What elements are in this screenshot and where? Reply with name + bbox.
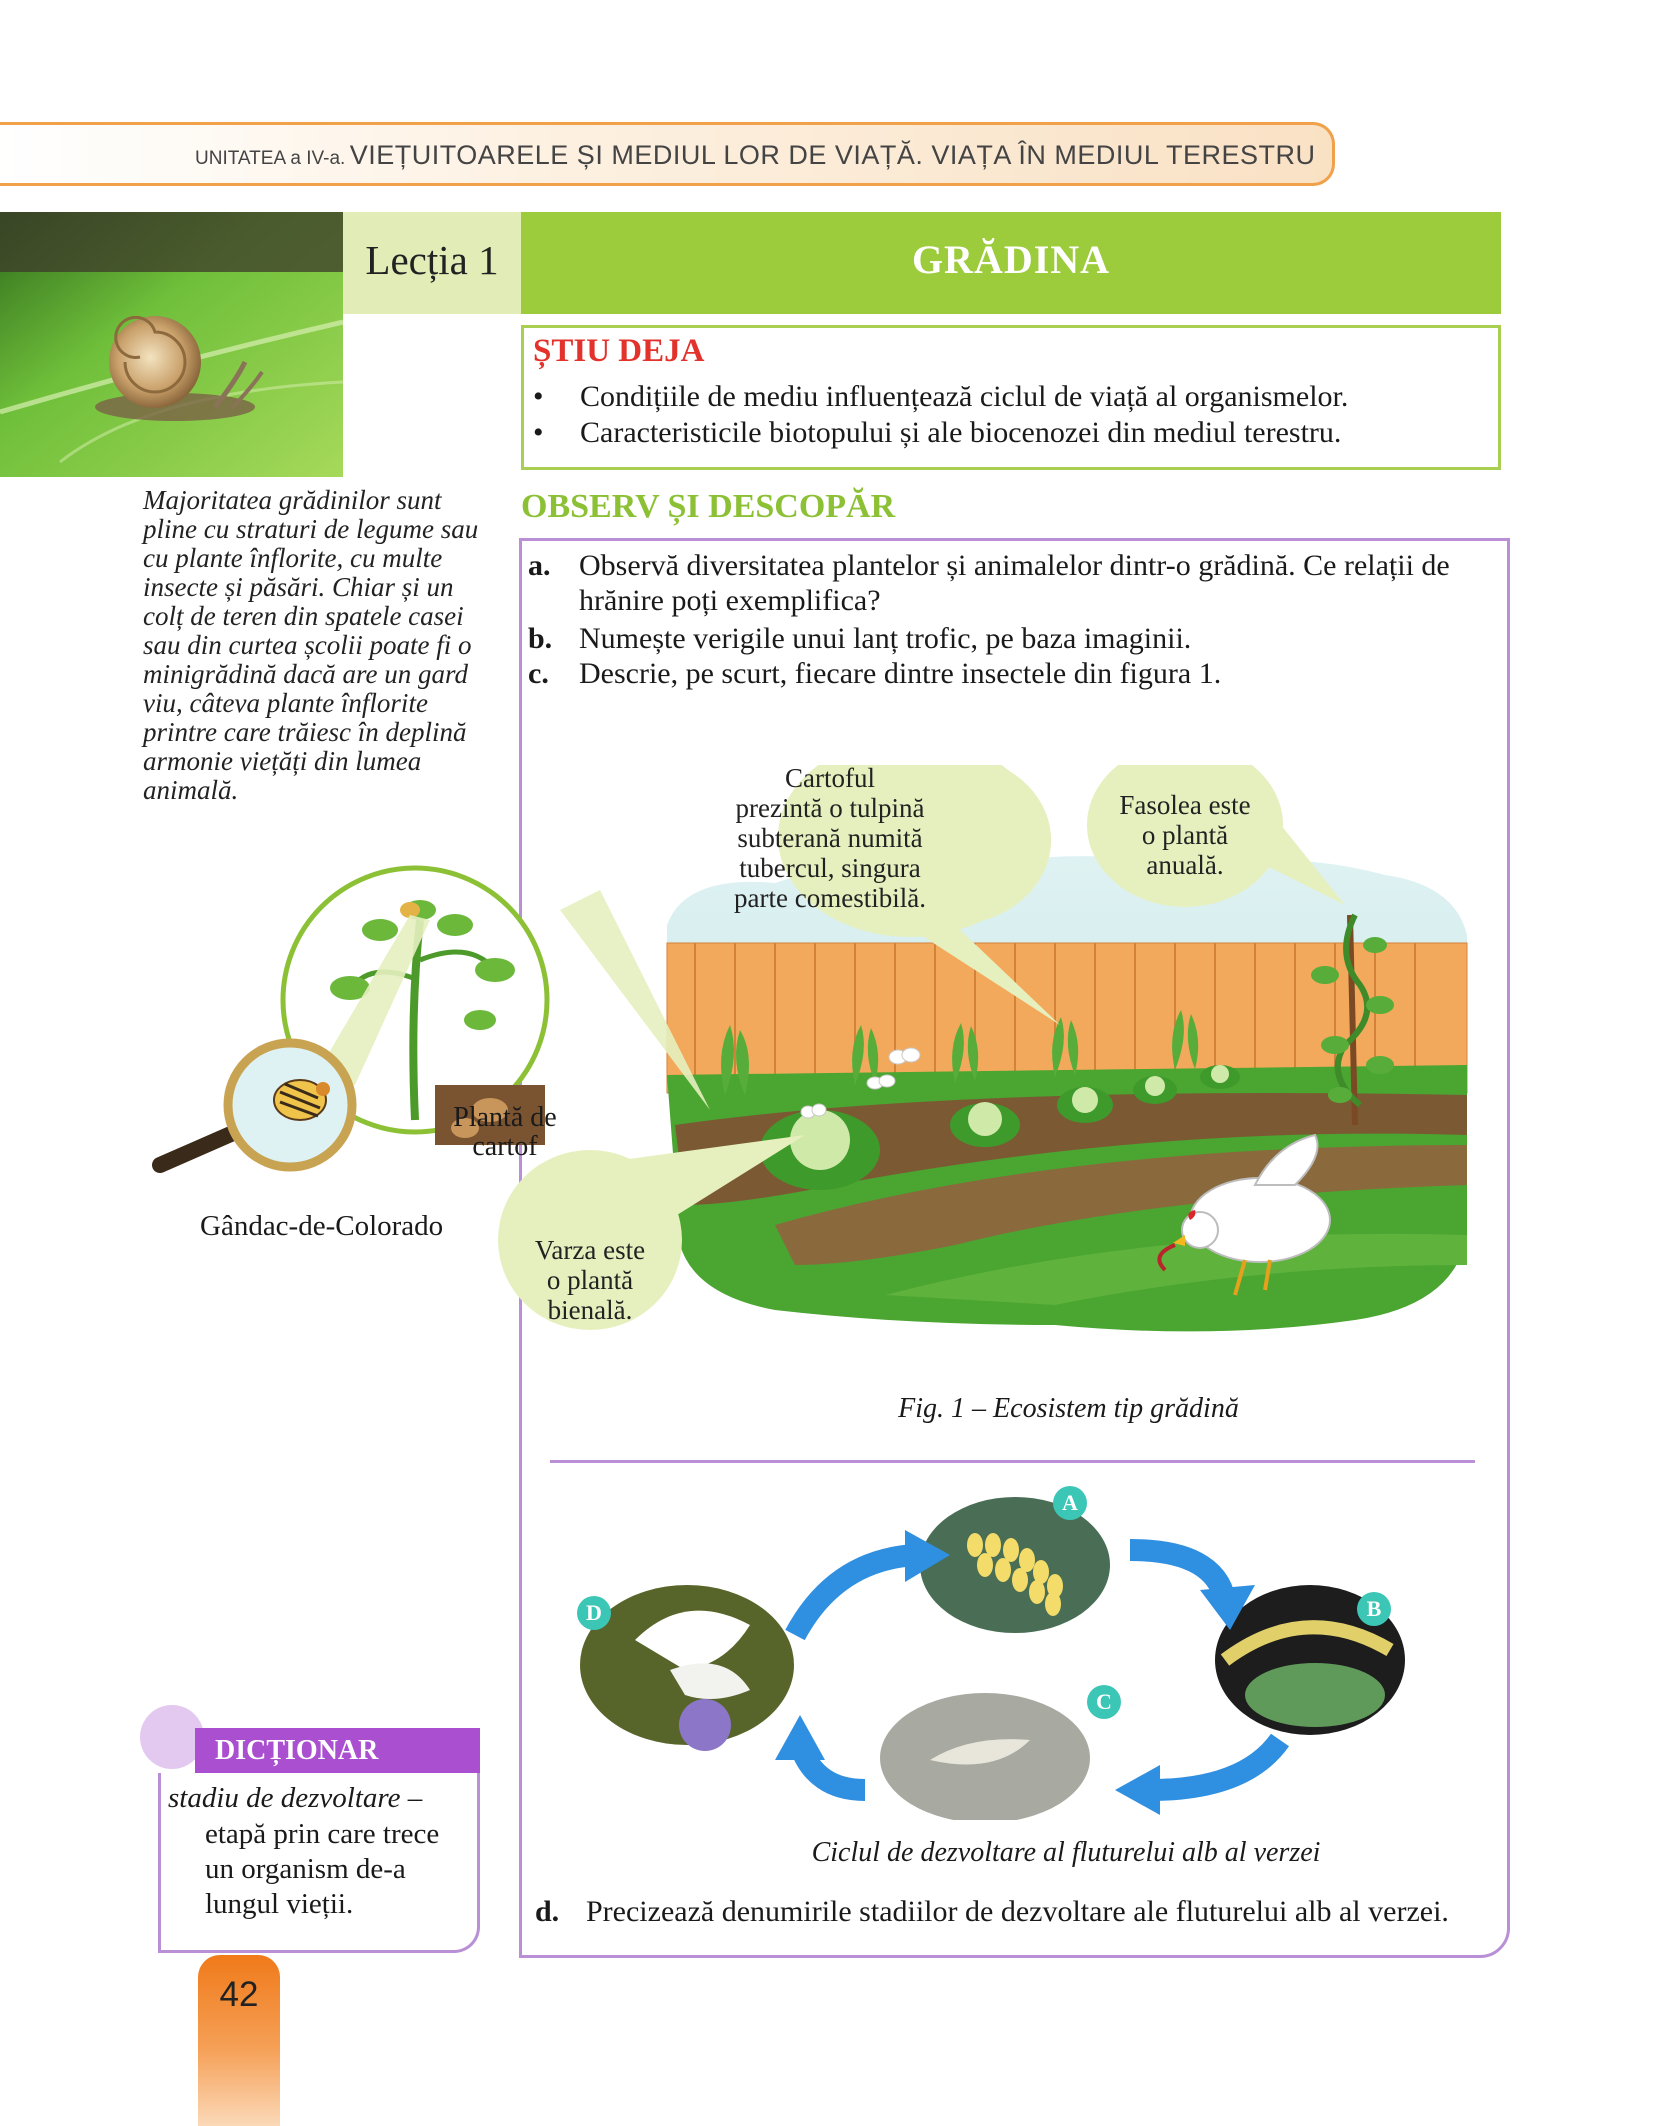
stiu-deja-item: • Caracteristicile biotopului și ale biocenozei din mediul terestru. [533, 416, 1342, 449]
bullet-icon: • [533, 416, 544, 449]
stiu-deja-item: • Condițiile de mediu influențează ciclul de viață al organismelor. [533, 380, 1349, 413]
stage-badge-a: A [1053, 1486, 1087, 1520]
question-a: a. Observă diversitatea plantelor și animalelor dintr-o grădină. Ce relații de hrănire poți exemplifica? [528, 549, 1450, 617]
life-cycle-caption: Ciclul de dezvoltare al fluturelui alb al verzei [811, 1837, 1321, 1868]
dictionary-term: stadiu de dezvoltare – [168, 1782, 423, 1814]
unit-header-text [195, 140, 1315, 171]
question-b: b. Numește verigile unui lanț trofic, pe baza imaginii. [528, 622, 1192, 655]
fasole-bubble-text: Fasolea este o plantă anuală. [1119, 790, 1251, 880]
observ-heading: OBSERV ȘI DESCOPĂR [521, 488, 896, 525]
lesson-label: Lecția 1 [365, 237, 499, 283]
question-c: c. Descrie, pe scurt, fiecare dintre insectele din figura 1. [528, 657, 1222, 690]
stage-badge-d: D [577, 1596, 611, 1630]
cartof-bubble-text: Cartoful prezintă o tulpină subterană numită tubercul, singura parte comestibilă. [734, 763, 926, 913]
potato-plant-label: Plantă de cartof [453, 1102, 557, 1162]
lesson-title: GRĂDINA [911, 237, 1111, 282]
question-d: d. Precizează denumirile stadiilor de dezvoltare ale fluturelui alb al verzei. [535, 1895, 1449, 1928]
stage-badge-b: B [1357, 1592, 1391, 1626]
colorado-beetle-label: Gândac-de-Colorado [200, 1210, 444, 1242]
butterfly-life-cycle [575, 1490, 1415, 1820]
page-number: 42 [219, 1975, 259, 2014]
unit-header-prefix: UNITATEA a IV-a. [195, 148, 346, 169]
section-divider [550, 1460, 1475, 1463]
stage-badge-c: C [1087, 1685, 1121, 1719]
dictionary-definition: etapă prin care trece un organism de-a lungul vieții. [205, 1818, 440, 1920]
snail-photo [0, 212, 343, 477]
stiu-deja-heading: ȘTIU DEJA [533, 333, 705, 369]
dictionary-heading: DICȚIONAR [215, 1735, 379, 1766]
unit-header-title: VIEȚUITOARELE ȘI MEDIUL LOR DE VIAȚĂ. VIAȚA ÎN MEDIUL TERESTRU [349, 140, 1316, 170]
varza-bubble-text: Varza este o plantă bienală. [534, 1235, 646, 1325]
cartof-pointer [560, 890, 750, 1120]
bullet-icon: • [533, 380, 544, 413]
figure-1-caption: Fig. 1 – Ecosistem tip grădină [898, 1393, 1239, 1424]
intro-side-text: Majoritatea grădinilor sunt pline cu straturi de legume sau cu plante înflorite, cu multe insecte și păsări. Chiar și un colț de teren din spatele casei sau din curtea școlii poate fi o minigrădină dacă are un gard viu, câteva plante înflorite printre care trăiesc în deplină armonie viețăți din lumea animală. [143, 485, 479, 805]
